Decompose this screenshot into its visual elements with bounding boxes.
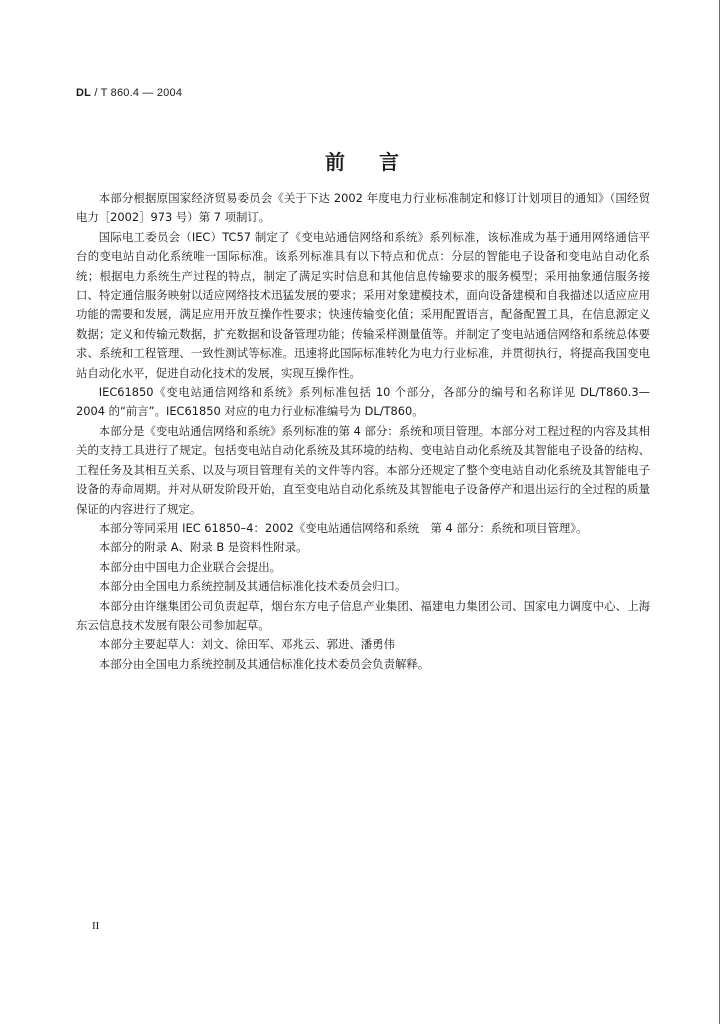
standard-code-prefix: DL <box>76 87 92 99</box>
paragraph-proposer: 本部分由中国电力企业联合会提出。 <box>98 559 282 574</box>
paragraph-iec-overview: 国际电工委员会（IEC）TC57 制定了《变电站通信网络和系统》系列标准，该标准成为基于通用网络通信平台的变电站自动化系统唯一国际标准。该系列标准具有以下特点和优点：分层的智能电子设备和变电站自动化系统；根据电力系统生产过程的特点，制定了满足实时信息和其他信息传输要求的服务模型；采用抽象通信服务接口、特定通信服务映射以适应网络技术迅猛发展的要求；采用对象建模技术，面向设备建模和自我描述以适应应用功能的需要和发展，满足应用开放互操作性要求；快速传输变化值；采用配置语言，配备配置工具，在信息源定义数据；定义和传输元数据，扩充数据和设备管理功能；传输采样测量值等。并制定了变电站通信网络和系统总体要求、系统和工程管理、一致性测试等标准。迅速将此国际标准转化为电力行业标准，并贯彻执行，将提高我国变电站自动化水平，促进自动化技术的发展，实现互操作性。 <box>76 229 650 380</box>
page-title: 前言 <box>325 150 433 174</box>
paragraph-scope: 本部分是《变电站通信网络和系统》系列标准的第 4 部分：系统和项目管理。本部分对工程过程的内容及其相关的支持工具进行了规定。包括变电站自动化系统及其环境的结构、变电站自动化系统及其智能电子设备的结构、工程任务及其相互关系、以及与项目管理有关的文件等内容。本部分还规定了整个变电站自动化系统及其智能电子设备的寿命周期。并对从研发阶段开始，直至变电站自动化系统及其智能电子设备停产和退出运行的全过程的质量保证的内容进行了规定。 <box>76 423 650 516</box>
standard-code-header <box>76 87 182 99</box>
paragraph-equivalence: 本部分等同采用 IEC 61850–4：2002《变电站通信网络和系统 第 4 部分：系统和项目管理》。 <box>98 520 588 535</box>
paragraph-centralized: 本部分由全国电力系统控制及其通信标准化技术委员会归口。 <box>98 579 407 594</box>
standard-code-number: / T 860.4 — 2004 <box>91 87 183 99</box>
paragraph-annexes: 本部分的附录 A、附录 B 是资料性附录。 <box>98 540 308 555</box>
paragraph-series-parts: IEC61850《变电站通信网络和系统》系列标准包括 10 个部分，各部分的编号和名称详见 DL/T860.3—2004 的“前言”。IEC61850 对应的电力行业标准编号为 DL/T860。 <box>76 385 650 419</box>
paragraph-basis: 本部分根据原国家经济贸易委员会《关于下达 2002 年度电力行业标准制定和修订计划项目的通知》（国经贸电力［2002］973 号）第 7 项制订。 <box>76 191 650 225</box>
foreword-body <box>76 189 650 674</box>
page-number: II <box>92 920 100 932</box>
paragraph-interpretation: 本部分由全国电力系统控制及其通信标准化技术委员会负责解释。 <box>98 656 430 671</box>
paragraph-drafters: 本部分主要起草人：刘文、徐田军、邓兆云、郭进、潘勇伟 <box>98 637 395 652</box>
paragraph-drafting-units: 本部分由许继集团公司负责起草，烟台东方电子信息产业集团、福建电力集团公司、国家电力调度中心、上海东云信息技术发展有限公司参加起草。 <box>76 598 650 632</box>
